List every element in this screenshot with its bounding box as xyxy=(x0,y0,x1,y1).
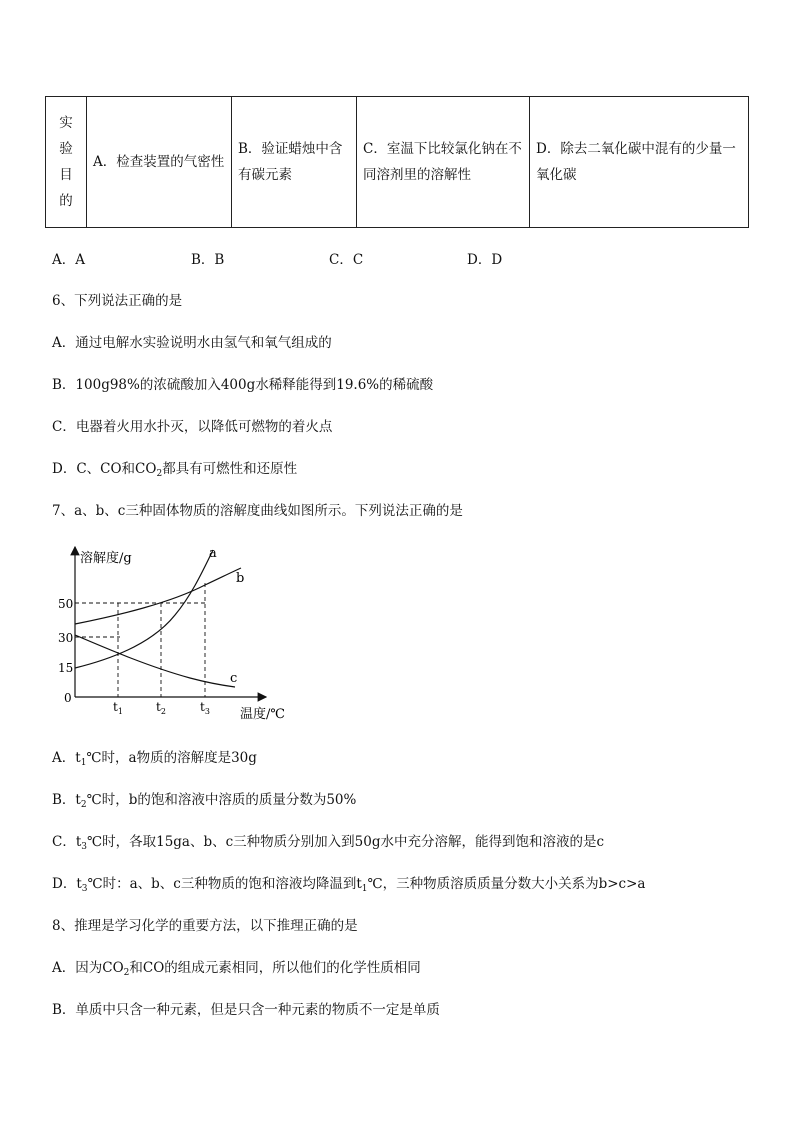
q8-stem: 8、推理是学习化学的重要方法，以下推理正确的是 xyxy=(52,918,358,934)
q8-a-text: A．因为CO xyxy=(52,960,124,976)
solubility-chart xyxy=(40,535,310,725)
experiment-table xyxy=(45,96,749,228)
q6-stem: 6、下列说法正确的是 xyxy=(52,293,183,309)
series-label-b: b xyxy=(236,571,245,586)
q7-d-text: D．t xyxy=(52,876,82,892)
q7-a-text: A．t xyxy=(52,750,81,766)
y-axis-label: 溶解度/g xyxy=(80,551,132,566)
table-row xyxy=(46,97,749,228)
table-cell-b: B．验证蜡烛中含有碳元素 xyxy=(232,97,357,228)
row-label-char: 验 xyxy=(59,141,73,157)
q7-d-text: ℃时：a、b、c三种物质的饱和溶液均降温到t xyxy=(87,876,362,892)
series-label-a: a xyxy=(209,546,217,561)
subscript: 1 xyxy=(361,884,368,894)
q6-option-d[interactable] xyxy=(52,457,297,479)
table-cell-c: C．室温下比较氯化钠在不同溶剂里的溶解性 xyxy=(357,97,530,228)
q7-option-a[interactable] xyxy=(52,746,257,768)
q7-option-b[interactable] xyxy=(52,788,356,810)
q7-b-text: B．t xyxy=(52,792,81,808)
row-label xyxy=(46,97,87,228)
subscript: 1 xyxy=(80,758,87,768)
q7-d-text: ℃，三种物质溶质质量分数大小关系为b>c>a xyxy=(367,876,646,892)
q6-option-c[interactable]: C．电器着火用水扑灭，以降低可燃物的着火点 xyxy=(52,419,333,435)
row-label-char: 的 xyxy=(59,193,73,209)
y-tick-label: 15 xyxy=(58,661,74,675)
q7-stem: 7、a、b、c三种固体物质的溶解度曲线如图所示。下列说法正确的是 xyxy=(52,503,463,519)
subscript: 2 xyxy=(123,968,130,978)
q7-option-c[interactable] xyxy=(52,830,604,852)
q6-d-text: D．C、CO和CO xyxy=(52,461,157,477)
subscript: 3 xyxy=(81,842,87,852)
row-label-char: 实 xyxy=(59,115,73,131)
q8-a-text: 和CO的组成元素相同，所以他们的化学性质相同 xyxy=(129,960,421,976)
x-tick-label: $t_2$ xyxy=(156,700,166,716)
table-cell-d: D．除去二氧化碳中混有的少量一氧化碳 xyxy=(530,97,749,228)
x-tick-label: $t_1$ xyxy=(113,700,123,716)
q6-option-b[interactable]: B．100g98%的浓硫酸加入400g水稀释能得到19.6%的稀硫酸 xyxy=(52,377,434,393)
row-label-char: 目 xyxy=(59,167,73,183)
y-tick-label: 50 xyxy=(58,597,74,611)
q7-c-text: C．t xyxy=(52,834,82,850)
subscript: 2 xyxy=(80,800,87,810)
x-axis-label: 温度/℃ xyxy=(240,707,285,722)
table-cell-a: A．检查装置的气密性 xyxy=(87,97,232,228)
q5-option-c[interactable]: C．C xyxy=(329,252,364,268)
q5-option-a[interactable]: A．A xyxy=(52,252,85,268)
subscript: 2 xyxy=(156,469,163,479)
q5-option-b[interactable]: B．B xyxy=(191,252,225,268)
curve-b xyxy=(75,568,241,624)
subscript: 3 xyxy=(81,884,88,894)
q7-option-d[interactable] xyxy=(52,872,645,894)
q7-a-text: ℃时，a物质的溶解度是30g xyxy=(86,750,257,766)
q8-option-a[interactable] xyxy=(52,956,421,978)
q7-b-text: ℃时，b的饱和溶液中溶质的质量分数为50% xyxy=(86,792,357,808)
curve-a xyxy=(75,550,213,668)
q7-c-text: ℃时，各取15ga、b、c三种物质分别加入到50g水中充分溶解，能得到饱和溶液的是c xyxy=(87,834,605,850)
q8-option-b[interactable]: B．单质中只含一种元素，但是只含一种元素的物质不一定是单质 xyxy=(52,1002,440,1018)
y-tick-label: 30 xyxy=(58,631,74,645)
q5-option-d[interactable]: D．D xyxy=(467,252,503,268)
q6-d-text: 都具有可燃性和还原性 xyxy=(162,461,298,477)
q6-option-a[interactable]: A．通过电解水实验说明水由氢气和氧气组成的 xyxy=(52,335,332,351)
y-tick-label: 0 xyxy=(64,691,72,705)
series-label-c: c xyxy=(230,671,238,686)
x-tick-label: $t_3$ xyxy=(200,700,210,716)
